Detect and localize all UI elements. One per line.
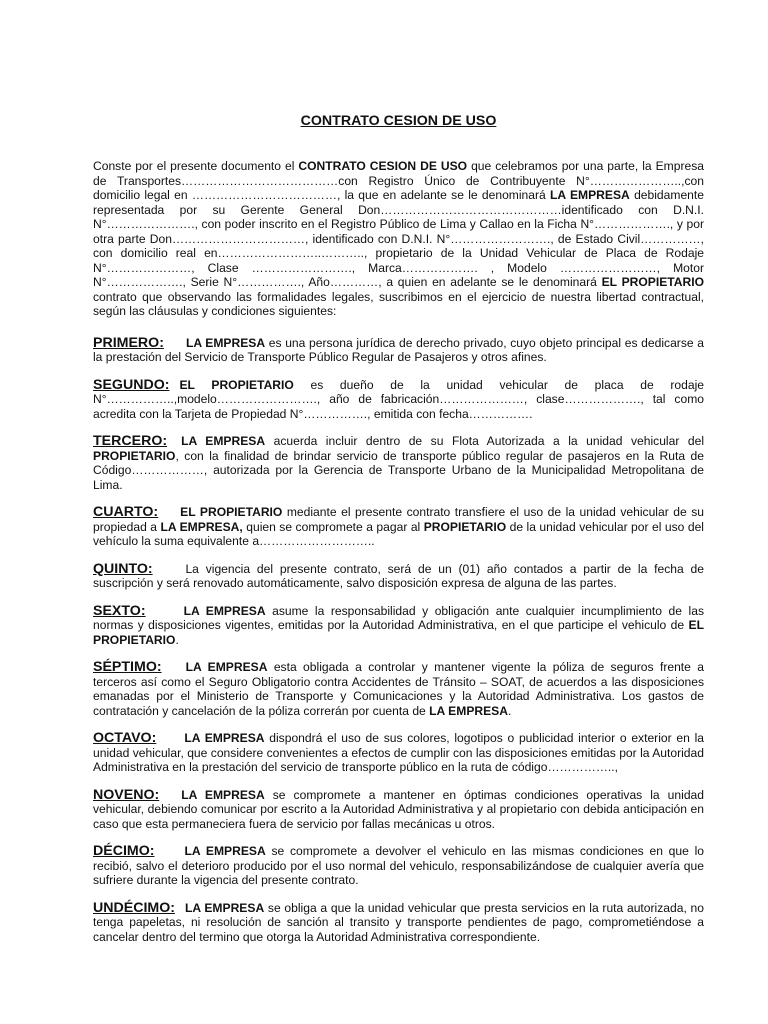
clause-undecimo: [93, 901, 704, 945]
clause-text: , con la finalidad de brindar servicio de transporte público regular de pasajeros en la Ruta de Código………………, autorizada por la Gerencia de Transporte Urbano de la Municipalidad Metropolitana de Lima.: [93, 448, 704, 492]
party-name: PROPIETARIO: [423, 519, 507, 534]
clause-text: es una persona jurídica de derecho privado, cuyo objeto principal es dedicarse a la prestación del Servicio de Transporte Público Regular de Pasajeros y otros afines.: [93, 335, 704, 364]
clause-text: de la unidad vehicular por el uso del vehículo la suma equivalente a………………………..: [93, 519, 704, 548]
clause-text: La vigencia del presente contrato, será de un (01) año contados a partir de la fecha de suscripción y será renovado automáticamente, salvo disposición expresa de alguna de las partes.: [93, 561, 704, 590]
party-name: LA EMPRESA: [429, 703, 508, 718]
party-name: LA EMPRESA: [181, 434, 266, 448]
clause-decimo: [93, 844, 704, 888]
party-name: EL PROPIETARIO: [179, 377, 294, 392]
clause-text: se obliga a que la unidad vehicular que presta servicios en la ruta autorizada, no tenga papeletas, ni resolución de sanción al transito y transporte pendientes de pago, comprometiéndose a cancelar dentro del termino que otorga la Autoridad Administrativa correspondiente.: [93, 900, 705, 944]
clause-text: es dueño de la unidad vehicular de placa de rodaje N°……………..,modelo……………………., año de fabricación…………………, clase………………., tal como acredita con la Tarjeta de Propiedad N°……………., emitida con fecha…………….: [93, 377, 704, 421]
intro-text: que celebramos por una parte, la Empresa de Transportes…………………………………con Registro Único de Contribuyente N°…………………..,con domicilio legal en ………………………………, la que en adelante se le denominará: [93, 159, 704, 202]
party-name: PROPIETARIO: [93, 448, 176, 463]
clause-heading: CUARTO:: [93, 504, 159, 520]
clause-heading: SEXTO:: [93, 602, 146, 619]
intro-text: Conste por el presente documento el: [93, 159, 299, 173]
party-name: LA EMPRESA: [550, 188, 630, 202]
clause-text: .: [175, 632, 179, 647]
intro-paragraph: [93, 159, 704, 319]
party-name: LA EMPRESA: [184, 900, 265, 915]
clause-heading: QUINTO:: [93, 560, 153, 577]
contract-name: CONTRATO CESION DE USO: [298, 159, 468, 173]
clause-text: acuerda incluir dentro de su Flota Autorizada a la unidad vehicular del: [265, 434, 705, 448]
party-name: LA EMPRESA: [185, 660, 268, 674]
clause-noveno: [93, 788, 704, 832]
clause-text: se compromete a devolver el vehiculo en las mismas condiciones en que lo recibió, salvo el deterioro producido por el uso normal del vehiculo, responsabilizándose de cualquier avería que sufriere durante la vigencia del presente contrato.: [93, 844, 704, 887]
clause-text: mediante el presente contrato transfiere el uso de la unidad vehicular de su propiedad a: [93, 505, 704, 534]
clause-septimo: [93, 660, 704, 718]
party-name: LA EMPRESA: [183, 603, 266, 618]
party-name: LA EMPRESA,: [160, 519, 243, 534]
clause-text: dispondrá el uso de sus colores, logotipos o publicidad interior o exterior en la unidad vehicular, que considere convenientes a efectos de cumplir con las disposiciones emitidas por la Autoridad Administrativa en la prestación del servicio de transporte público en la ruta de código……………..,: [93, 731, 704, 774]
clause-heading: TERCERO:: [93, 433, 168, 449]
clause-heading: PRIMERO:: [93, 334, 164, 351]
clause-quinto: [93, 562, 704, 591]
intro-text: debidamente representada por su Gerente General Don………………………………………identificado con D.N.I. N°…………………., con poder inscrito en el Registro Público de Lima y Callao en la Ficha N°………………., y por otra parte Don……………………………, identificado con D.N.I. N°……………………., de Estado Civil……………, con domicilio real en……………………..……….., propietario de la Unidad Vehicular de Placa de Rodaje N°…………………, Clase ……………………., Marca………………. , Modelo ……………………, Motor N°………………., Serie N°……………., Año…………, a quien en adelante se le denominará: [93, 188, 704, 289]
clause-sexto: [93, 604, 704, 648]
party-name: EL PROPIETARIO: [93, 618, 704, 647]
clause-heading: OCTAVO:: [93, 730, 157, 746]
party-name: LA EMPRESA: [181, 787, 265, 802]
clause-text: se compromete a mantener en óptimas condiciones operativas la unidad vehicular, debiendo comunicar por escrito a la Autoridad Administrativa y al propietario con debida anticipación en caso que esta permaneciera fuera de servicio por fallas mecánicas u otros.: [93, 787, 704, 831]
clause-heading: DÉCIMO:: [93, 843, 155, 859]
clause-text: quien se compromete a pagar al: [242, 519, 424, 534]
party-name: LA EMPRESA: [184, 844, 266, 858]
clause-tercero: [93, 434, 704, 492]
clause-text: asume la responsabilidad y obligación ante cualquier incumplimiento de las normas y disposiciones vigentes, emitidas por la Autoridad Administrativa, en el que participe el vehiculo de: [93, 603, 704, 632]
party-name: EL PROPIETARIO: [180, 505, 283, 519]
clause-primero: [93, 336, 704, 365]
party-name: LA EMPRESA: [185, 335, 266, 350]
clause-text: .: [507, 703, 512, 718]
document-title: CONTRATO CESION DE USO: [300, 113, 497, 129]
clause-heading: UNDÉCIMO:: [93, 899, 175, 916]
clause-heading: NOVENO:: [93, 786, 160, 803]
clause-octavo: [93, 731, 704, 775]
party-name: EL PROPIETARIO: [601, 275, 704, 289]
clause-text: esta obligada a controlar y mantener vigente la póliza de seguros frente a terceros así como el Seguro Obligatorio contra Accidentes de Tránsito – SOAT, de acuerdos a las disposiciones emanadas por el Ministerio de Transporte y Comunicaciones y la Autoridad Administrativa. Los gastos de contratación y cancelación de la póliza correrán por cuenta de: [93, 660, 704, 718]
intro-text: contrato que observando las formalidades legales, suscribimos en el ejercicio de nuestra libertad contractual, según las cláusulas y condiciones siguientes:: [93, 289, 704, 318]
clause-cuarto: [93, 505, 704, 549]
clause-heading: SEGUNDO:: [93, 376, 170, 393]
clause-segundo: [93, 378, 704, 422]
clause-heading: SÉPTIMO:: [93, 659, 162, 675]
party-name: LA EMPRESA: [184, 731, 265, 745]
